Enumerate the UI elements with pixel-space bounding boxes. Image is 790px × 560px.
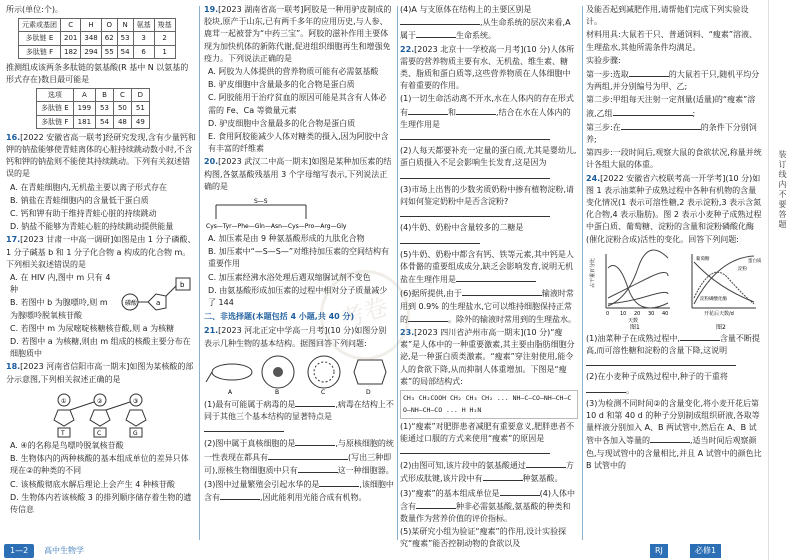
option-e: E. 食用阿胶能减少人体对糖类的摄入,因为阿胶中含有丰富的纤维素 <box>208 132 389 154</box>
fig1-xlabel: 天数 <box>628 317 639 324</box>
prompt: (4)A 与支原体在结构上的主要区别是 <box>400 5 532 14</box>
column-divider <box>582 6 583 540</box>
label-c: C <box>321 388 326 396</box>
table-cell: 1 <box>154 45 175 58</box>
part-2 <box>586 371 762 396</box>
table-cell: 48 <box>113 115 131 128</box>
answer-blank[interactable] <box>295 437 335 446</box>
answer-blank[interactable] <box>408 313 448 322</box>
fig1-ylabel: 占干重百分比 <box>590 257 596 288</box>
option-b: B. 加压素中“—S—S—”对维持加压素的空间结构有重要作用 <box>208 247 390 269</box>
table-cell: 55 <box>101 45 117 58</box>
step-4: 第四步:一段时间后,观察大鼠的食欲状况,称量并统计各组大鼠的体重。 <box>586 148 762 170</box>
prompt: (1)一切生命活动离不开水,水在人体内的存在形式有 <box>400 94 574 117</box>
prompt: 生命系统。 <box>456 31 496 41</box>
table-cell: 6 <box>133 45 154 58</box>
leptin-formula: CH₃ CH₂COOH CH₂ CH₃ CH₂ ... NH—C—CO—NH—CH—CO—NH—CH—CO ... H H₂N <box>400 390 578 418</box>
fig2-title: 图2 <box>716 323 726 331</box>
answer-blank[interactable] <box>629 68 669 77</box>
prompt: 输液时常用到 0.9% 的生理盐水,它可以维持细胞保持正常的 <box>400 289 574 324</box>
prompt: ,因此能利用光能合成有机物。 <box>260 493 367 503</box>
answer-blank[interactable] <box>462 287 542 296</box>
table-cell: 多肽链 E <box>37 102 74 115</box>
legend-item: 淀粉磷酸化酶 <box>700 296 727 302</box>
question-number: 17. <box>6 235 21 245</box>
prompt: (3)市场上出售的少数劣质奶粉中掺有植物淀粉,请问如何鉴定奶粉中是否含淀粉? <box>400 184 574 207</box>
table-header-cell: C <box>61 19 81 32</box>
column-divider <box>397 6 398 540</box>
question-17 <box>6 234 196 271</box>
table-cell: 201 <box>61 32 81 45</box>
option-c: C. 该核酸彻底水解后理论上会产生 4 种核苷酸 <box>10 479 175 489</box>
unit-line: 所示(单位:个)。 <box>6 5 63 14</box>
label-d: D <box>366 388 371 396</box>
option-a: A. 加压素是由 9 种氨基酸形成的九肽化合物 <box>208 234 365 244</box>
option-b: B. 钠盐在青蛙细胞内的含量低于蛋白质 <box>10 195 149 205</box>
answer-blank[interactable] <box>400 445 550 454</box>
table-cell: 294 <box>81 45 101 58</box>
option-a: A. 在 HIV 内,图中 m 只有 4 种 <box>10 273 111 295</box>
question-text: [2023 河南省信阳市高一期末]如图为某核酸的部分示意图,下列相关叙述正确的是 <box>6 362 194 384</box>
table-header-cell: 元素或基团 <box>19 19 61 32</box>
option-c: C. 钙和钾有助于维持青蛙心脏的持续跳动 <box>10 209 157 219</box>
materials: 材料用具:大鼠若干只、普通饲料、“瘦素”溶液、生理盐水,其他所需条件均满足。 <box>586 30 757 52</box>
table-header-row <box>37 89 150 102</box>
legend-item: 淀粉 <box>738 266 747 272</box>
part-5: (5)某研究小组为验证“瘦素”的作用,设计实验探究“瘦素”能否控制动物的食欲以及 <box>400 527 567 549</box>
label-a: A <box>228 388 233 396</box>
table-header-cell: C <box>113 89 131 102</box>
part-1 <box>586 332 762 371</box>
base-c: C <box>97 429 102 437</box>
table-cell: 182 <box>61 45 81 58</box>
answer-blank[interactable] <box>408 106 448 115</box>
table-cell: 2 <box>154 32 175 45</box>
question-16 <box>6 132 196 181</box>
table-row <box>37 102 150 115</box>
question-22 <box>400 44 578 93</box>
question-text: [2023 湖南省高一联考]阿胶是一种用驴皮制成的胶块,原产于山东,已有两千多年的应用历史,与人参、鹿茸一起被誉为“中药三宝”。阿胶的滋补作用主要体现为加快机体的新陈代谢,促进组织细胞再生和增强免疫力。下列说法正确的是 <box>204 5 392 63</box>
part-4 <box>400 4 578 43</box>
answer-blank[interactable] <box>650 434 690 443</box>
answer-blank[interactable] <box>220 491 260 500</box>
answer-blank[interactable] <box>586 384 626 393</box>
question-text: [2023 北京十一学校高一月考](10 分)人体所需要的营养物质主要有水、无机盐、维生素、糖类、脂质和蛋白质等,这些营养物质在人体细胞中有着重要的作用。 <box>400 44 575 91</box>
prompt: 的条件下分别饲养; <box>586 122 757 145</box>
answer-blank[interactable] <box>204 423 284 432</box>
fig2-xlabel: 开花后天数/d <box>704 310 734 317</box>
step-3 <box>586 121 762 146</box>
answer-blank[interactable] <box>621 121 701 130</box>
answer-blank[interactable] <box>298 464 338 473</box>
question-text: [2023 武汉二中高一期末]如图是某种加压素的结构图,各氨基酸残基用 3 个字母缩写表示,下列说法正确的是 <box>204 157 392 191</box>
option-d: D. 钠盐不能够为青蛙心脏的持续跳动提供能量 <box>10 222 174 232</box>
prompt: (1)油菜种子在成熟过程中, <box>586 333 680 343</box>
answer-blank[interactable] <box>416 500 456 509</box>
part-2 <box>400 459 578 485</box>
table-cell: 3 <box>133 32 154 45</box>
part-5 <box>400 249 578 287</box>
question-number: 18. <box>6 362 21 372</box>
fig1-tick: 10 <box>620 310 627 317</box>
prompt: ,适当时间后观察颜色,与现试管中的含量相比,并且 A 试管中的颜色比 B 试管中的 <box>586 436 762 470</box>
table-row <box>19 32 176 45</box>
fig1-tick: 0 <box>606 310 610 317</box>
prompt: (2)图中属于真核细胞的是 <box>204 439 296 449</box>
legend-item: 葡萄糖 <box>696 256 710 262</box>
prompt: ,与原核细胞的统一性表现在都具有 <box>204 439 394 462</box>
answer-blank[interactable] <box>295 398 335 407</box>
answer-blank[interactable] <box>400 235 480 244</box>
prompt: 种氨基酸。 <box>522 474 563 484</box>
step-2 <box>586 94 762 119</box>
answer-blank[interactable] <box>680 332 720 341</box>
table-row <box>37 115 150 128</box>
part-6 <box>400 287 578 326</box>
part-2 <box>204 437 394 477</box>
question-18 <box>6 361 196 385</box>
table-row <box>19 45 176 58</box>
prompt: ,从生命系统的层次来看,A 属于 <box>400 18 571 41</box>
part-2 <box>400 145 578 183</box>
answer-blank[interactable] <box>483 472 523 481</box>
answer-blank[interactable] <box>268 451 348 460</box>
table-cell: 348 <box>81 32 101 45</box>
table-cell: 54 <box>96 115 114 128</box>
footer <box>0 544 790 560</box>
legend-item: 蛋白质 <box>748 258 762 264</box>
part-3 <box>400 184 578 222</box>
option-c: C. 若图中 m 为尿嘧啶核糖核苷酸,则 a 为核糖 <box>10 323 175 333</box>
option-d: D. 若图中 a 为核糖,则由 m 组成的核酸主要分布在细胞质中 <box>10 337 191 359</box>
option-a: A. 在青蛙细胞内,无机盐主要以离子形式存在 <box>10 182 167 192</box>
steps-title: 实验步骤: <box>586 55 621 65</box>
table-header-cell: D <box>131 89 149 102</box>
table-header-row <box>19 19 176 32</box>
step-1 <box>586 68 762 93</box>
table-header-cell: 氨基 <box>133 19 154 32</box>
table-cell: 181 <box>73 115 95 128</box>
part-1 <box>400 421 578 459</box>
question-number: 22. <box>400 44 415 54</box>
table-cell: 62 <box>101 32 117 45</box>
label-2: ② <box>97 397 103 405</box>
prompt: (5)牛奶、奶粉中都含有钙、铁等元素,其中钙是人体骨骼的重要组成成分,缺乏会影响发育,说明无机盐在生理作用是 <box>400 249 574 285</box>
answer-blank[interactable] <box>586 357 736 366</box>
fig1-tick: 40 <box>662 310 669 317</box>
answer-blank[interactable] <box>400 208 550 217</box>
question-24 <box>586 173 762 246</box>
element-table <box>18 18 176 59</box>
table-cell: 199 <box>73 102 95 115</box>
answer-blank[interactable] <box>456 273 536 282</box>
prompt: 第一步:选取 <box>586 70 629 80</box>
prompt: ,结合在水在人体内的生理作用是 <box>400 107 571 129</box>
question-number: 21. <box>204 326 219 336</box>
fig1-tick: 30 <box>648 310 655 317</box>
part-3 <box>400 487 578 526</box>
table-header-cell: 羧基 <box>154 19 175 32</box>
prompt: 种非必需氨基酸,氨基酸的种类和数量作为营养价值的评价指标。 <box>400 501 571 523</box>
question-number: 19. <box>204 5 219 14</box>
question-text: [2022 安徽省高一联考]经研究发现,含有少量钙和钾的钠盐能够使青蛙离体的心脏持续跳动数小时,不含钙和钾的钠盐则不能使其持续跳动。下列有关叙述错误的是 <box>6 132 196 179</box>
answer-blank[interactable] <box>400 170 550 179</box>
answer-blank[interactable] <box>400 16 480 25</box>
peptide-chain: Cys—Tyr—Phe—Gln—Asn—Cys—Pro—Arg—Gly <box>206 223 347 231</box>
table-cell: 53 <box>117 32 133 45</box>
prompt: 的大鼠若干只,随机平均分为两组,并分别编号为甲、乙; <box>586 70 760 92</box>
binding-sidebar <box>768 0 790 560</box>
column-2 <box>204 4 394 506</box>
question-number: 20. <box>204 157 219 167</box>
answer-blank[interactable] <box>319 478 359 487</box>
book-title: 高中生物学 <box>44 545 84 555</box>
curve-4 <box>608 250 668 306</box>
option-a: A. ④的名称是鸟嘌呤脱氧核苷酸 <box>10 440 124 450</box>
answer-blank[interactable] <box>416 29 456 38</box>
nucleic-acid-diagram <box>46 388 156 438</box>
table-cell: 多肽链 E <box>19 32 61 45</box>
table-cell: 54 <box>117 45 133 58</box>
prompt: 。除外的输液时常用到的生理盐水。 <box>448 314 576 324</box>
table-header-cell: N <box>117 19 133 32</box>
section-title: 二、非选择题(本题包括 4 小题,共 40 分) <box>204 312 355 322</box>
curve-3 <box>608 292 668 304</box>
label-b: b <box>180 281 185 290</box>
label-b: B <box>275 388 280 396</box>
table-cell: 多肽链 F <box>37 115 74 128</box>
part-3 <box>204 478 394 504</box>
answer-blank[interactable] <box>613 107 693 116</box>
disulfide-label: S—S <box>254 198 268 206</box>
answer-blank[interactable] <box>526 459 566 468</box>
prompt: (3)“瘦素”的基本组成单位是 <box>400 488 500 498</box>
question-number: 23. <box>400 328 415 338</box>
question-text: [2023 四川省泸州市高一期末](10 分)“瘦素”是人体中的一种重要激素,其主要由脂肪细胞分泌,是一种蛋白质类激素。“瘦素”穿注射使用,能令人的食欲下降,从而抑制人体重增加。下图是“瘦素”的局部结构式: <box>400 328 575 386</box>
prompt: (2)人每天都要补充一定量的蛋白质,尤其是婴幼儿,蛋白质摄入不足会影响生长发育,这是因为 <box>400 146 577 168</box>
watermark-stamp: 考卷 <box>308 258 421 371</box>
prompt: ; <box>692 108 696 118</box>
table-header-cell: H <box>81 19 101 32</box>
column-divider <box>199 6 200 540</box>
prompt: (3)为检测不同时间②的含量变化,将小麦开花后第 10 d 和第 40 d 的种子分别制成组织研液,各取等量样液分别加入 A、B 两试管中,然后在 A、B 试管中各加入等量的 <box>586 398 760 446</box>
prompt: 第三步:在 <box>586 122 621 132</box>
answer-blank[interactable] <box>500 487 540 496</box>
option-d: D. 生物体内若该核酸 3 的排列顺序储存着生物的遗传信息 <box>10 492 192 514</box>
question-text: [2023 河北正定中学高一月考](10 分)如图分别表示几种生物的基本结构。据图回答下列问题: <box>204 326 387 348</box>
prompt: (1)“瘦素”对肥胖患者减肥有重要意义,肥胖患者不能通过口服的方式来使用“瘦素”的原因是 <box>400 421 575 443</box>
prompt: 含量不断提高,而可溶性糖和淀粉的含量下降,这说明 <box>586 333 760 356</box>
prompt: 方式形成肽键,该片段中有 <box>400 461 574 484</box>
part-4 <box>400 222 578 247</box>
prompt: (6)据所提供,由于 <box>400 289 462 299</box>
prompt: (2)由图可知,该片段中的氨基酸通过 <box>400 461 526 471</box>
question-text: [2022 安徽省六校联考高一开学考](10 分)如图 1 表示油菜种子成熟过程中各种有机物的含量变化情况(1 表示可溶性糖,2 表示淀粉,3 表示含氮化合物,4 表示脂肪)。图 2 表示小麦种子成熟过程中蛋白质、葡萄糖、淀粉的含量和淀粉磷酸化酶(催化淀粉合成)活性的变化。回答下列问题: <box>586 173 762 244</box>
option-a: A. 阿胶为人体提供的营养物质可能有必需氨基酸 <box>208 67 379 77</box>
label-a: a <box>156 299 161 308</box>
table-header-cell: 选项 <box>37 89 74 102</box>
question-20 <box>204 156 394 193</box>
option-b: B. 驴皮细胞中含量最多的化合物是蛋白质 <box>208 80 355 90</box>
prompt: (3)图中过量繁殖会引起水华的是 <box>204 480 320 490</box>
continued-text: 及能否起到减肥作用,请帮他们完成下列实验设计。 <box>586 5 749 27</box>
infer-text: 推测组成该两条多肽链的氨基酸(R 基中 N 以氨基的形式存在)数目最可能是 <box>6 62 189 85</box>
prompt: 。 <box>626 385 634 395</box>
question-23 <box>400 327 578 388</box>
figures-1-2 <box>588 248 760 330</box>
label-3: ③ <box>133 397 139 405</box>
table-header-cell: B <box>96 89 114 102</box>
answer-blank[interactable] <box>400 131 550 140</box>
base-t: T <box>61 429 65 437</box>
option-c: C. 加压素经沸水浴处理后遇双缩脲试剂不变色 <box>208 272 371 282</box>
option-d: D. 驴皮细胞中含量最多的化合物是蛋白质 <box>208 118 356 128</box>
table-cell: 49 <box>131 115 149 128</box>
edition-tag: RJ <box>650 544 668 558</box>
prompt: (写出三种即可),原核生物细胞质中只有 <box>204 452 392 475</box>
prompt: 第二步:甲组每天注射一定剂量(适量)的“瘦素”溶液,乙组 <box>586 95 756 118</box>
prompt: (4)人体中含有 <box>400 488 575 511</box>
column-4 <box>586 4 762 473</box>
option-d: D. 由氨基酸形成加压素的过程中相对分子质量减少了 144 <box>208 285 388 308</box>
column-3 <box>400 4 578 552</box>
prompt: ,该细胞中含有 <box>204 480 394 503</box>
prompt: (4)牛奶、奶粉中含量较多的二糖是 <box>400 223 524 233</box>
prompt: ,病毒在结构上不同于其他三个基本结构的显著特点是 <box>204 399 394 422</box>
question-19 <box>204 4 394 65</box>
question-number: 16. <box>6 132 21 142</box>
question-number: 24. <box>586 173 601 183</box>
label-1: ① <box>61 397 67 405</box>
table-cell: 53 <box>96 102 114 115</box>
question-text: [2023 甘肃一中高一调研]如图是由 1 分子磷酸、1 分子碱基 b 和 1 分子化合物 a 构成的化合物 m。下列相关叙述错误的是 <box>6 235 196 269</box>
curve-1 <box>608 265 668 308</box>
option-b: B. 若图中 b 为腺嘌呤,则 m 为腺嘌呤脱氧核苷酸 <box>10 298 108 320</box>
column-1 <box>6 4 196 517</box>
prompt: 这一种细胞器。 <box>337 465 394 475</box>
vasopressin-structure <box>206 195 392 231</box>
phosphate-label: 磷酸 <box>125 300 138 308</box>
fig1-title: 图1 <box>630 323 640 331</box>
base-g: G <box>133 429 138 437</box>
table-header-cell: O <box>101 19 117 32</box>
option-c: C. 阿胶能用于治疗贫血的原因可能是其含有人体必需的 Fe、Ca 等微量元素 <box>208 93 387 115</box>
nucleotide-diagram <box>118 272 194 320</box>
options-table <box>36 88 150 129</box>
prompt: 和 <box>448 107 456 117</box>
table-cell: 50 <box>113 102 131 115</box>
prompt: (2)在小麦种子成熟过程中,种子的干重将 <box>586 372 728 382</box>
prompt: (1)最有可能属于病毒的是 <box>204 399 296 409</box>
volume-tag: 必修1 <box>690 544 721 558</box>
binding-notice: 装订线内不要答题 <box>778 150 787 230</box>
part-1 <box>204 398 394 437</box>
fig1-tick: 20 <box>634 310 641 317</box>
option-b: B. 生物体内的两种核酸的基本组成单位的差异只体现在②的种类的不同 <box>10 454 189 476</box>
table-cell: 多肽链 F <box>19 45 61 58</box>
table-cell: 51 <box>131 102 149 115</box>
part-1 <box>400 93 578 144</box>
page-number: 1—2 <box>4 544 34 558</box>
table-header-cell: A <box>73 89 95 102</box>
answer-blank[interactable] <box>456 106 496 115</box>
curve-2 <box>608 272 668 298</box>
part-3 <box>586 398 762 472</box>
